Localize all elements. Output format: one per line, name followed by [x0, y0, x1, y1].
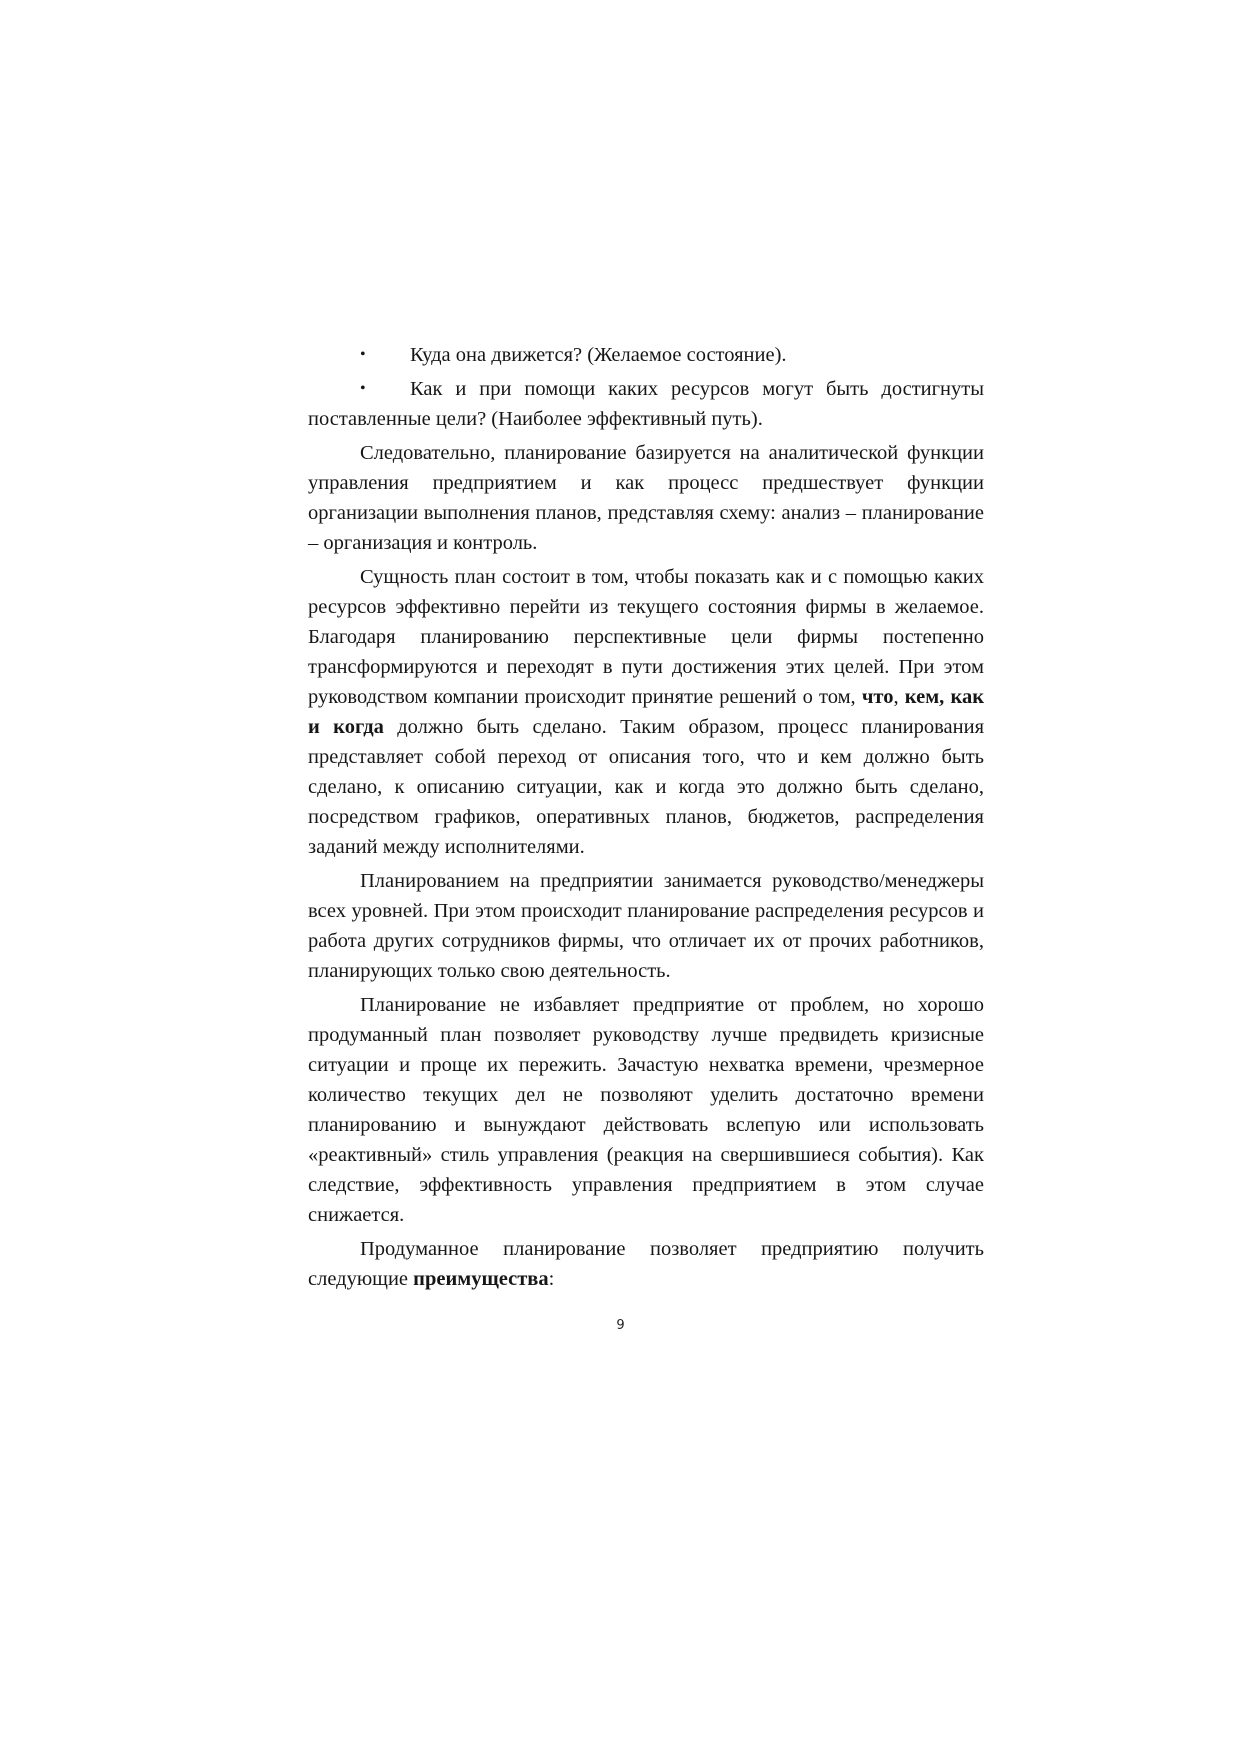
paragraph-text: Сущность план состоит в том, чтобы показать как и с помощью каких ресурсов эффективно перейти из текущего состояния фирмы в желаемое. Благодаря планированию перспективные цели фирмы постепенно трансформируются и переходят в пути достижения этих целей. При этом руководством компании происходит принятие решений о том,	[308, 566, 984, 708]
emphasis-who-how-when: кем, как и когда	[308, 686, 985, 738]
paragraph-advantages	[308, 1234, 984, 1294]
page-body	[308, 340, 984, 1298]
emphasis-what: что	[861, 686, 894, 708]
paragraph-text: Продуманное планирование позволяет предприятию получить следующие	[308, 1238, 984, 1290]
emphasis-advantages: преимущества	[413, 1268, 549, 1290]
bullet-item	[308, 374, 984, 434]
paragraph-essence	[308, 562, 984, 862]
bullet-marker: •	[360, 380, 366, 397]
page-number: 9	[616, 1318, 625, 1333]
bullet-marker: •	[360, 346, 366, 363]
paragraph-analysis	[308, 438, 984, 558]
separator: ,	[893, 686, 899, 708]
paragraph-text: должно быть сделано. Таким образом, процесс планирования представляет собой переход от описания того, что и кем должно быть сделано, к описанию ситуации, как и когда это должно быть сделано, посредством графиков, оперативных планов, бюджетов, распределения заданий между исполнителями.	[308, 716, 985, 858]
colon: :	[548, 1268, 555, 1290]
bullet-item	[308, 340, 984, 370]
paragraph-problems	[308, 990, 984, 1230]
paragraph-text: Планирование не избавляет предприятие от проблем, но хорошо продуманный план позволяет руководству лучше предвидеть кризисные ситуации и проще их пережить. Зачастую нехватка времени, чрезмерное количество текущих дел не позволяют уделить достаточно времени планированию и вынуждают действовать вслепую или использовать «реактивный» стиль управления (реакция на свершившиеся события). Как следствие, эффективность управления предприятием в этом случае снижается.	[308, 994, 984, 1226]
paragraph-text: Планированием на предприятии занимается руководство/менеджеры всех уровней. При этом происходит планирование распределения ресурсов и работа других сотрудников фирмы, что отличает их от прочих работников, планирующих только свою деятельность.	[308, 870, 984, 982]
bullet-text: Куда она движется? (Желаемое состояние).	[410, 344, 787, 366]
paragraph-management	[308, 866, 984, 986]
bullet-text: Как и при помощи каких ресурсов могут быть достигнуты поставленные цели? (Наиболее эффективный путь).	[308, 378, 984, 430]
paragraph-text: Следовательно, планирование базируется на аналитической функции управления предприятием и как процесс предшествует функции организации выполнения планов, представляя схему: анализ – планирование – организация и контроль.	[308, 442, 984, 554]
